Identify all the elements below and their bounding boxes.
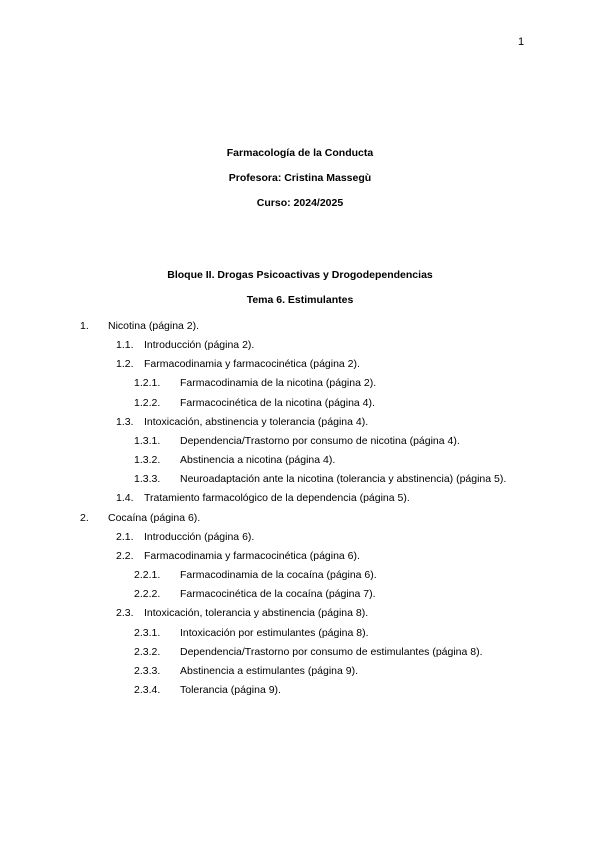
toc-number: 2.3.3. [134, 664, 161, 677]
toc-text: Farmacocinética de la nicotina (página 4). [180, 396, 375, 409]
toc-text: Farmacodinamia y farmacocinética (página 6). [144, 549, 360, 562]
toc-text: Neuroadaptación ante la nicotina (tolerancia y abstinencia) (página 5). [180, 473, 507, 486]
toc-number: 1.3. [116, 415, 134, 428]
toc-number: 1.3.3. [134, 473, 161, 486]
toc-number: 1.2. [116, 358, 134, 371]
toc-number: 2.2.2. [134, 588, 161, 601]
professor: Profesora: Cristina Massegù [228, 172, 372, 184]
toc-text: Dependencia/Trastorno por consumo de estimulantes (página 8). [180, 645, 483, 658]
toc-text: Introducción (página 6). [144, 530, 255, 543]
toc-text: Intoxicación, tolerancia y abstinencia (página 8). [144, 607, 369, 620]
toc-number: 2.1. [116, 530, 134, 543]
toc-number: 2. [80, 511, 89, 524]
toc-text: Cocaína (página 6). [108, 511, 201, 524]
toc-number: 1.2.1. [134, 377, 161, 390]
toc-text: Farmacodinamia de la nicotina (página 2). [180, 377, 377, 390]
toc-text: Farmacocinética de la cocaína (página 7). [180, 588, 376, 601]
toc-text: Nicotina (página 2). [108, 320, 200, 332]
page-number: 1 [518, 36, 525, 48]
course-year: Curso: 2024/2025 [256, 197, 344, 209]
toc-text: Farmacodinamia de la cocaína (página 6). [180, 569, 377, 582]
toc-text: Intoxicación, abstinencia y tolerancia (página 4). [144, 415, 369, 428]
course-title: Farmacología de la Conducta [226, 147, 374, 159]
toc-text: Tolerancia (página 9). [180, 684, 281, 697]
toc-number: 2.3. [116, 607, 134, 620]
toc-text: Introducción (página 2). [144, 339, 255, 352]
toc-text: Abstinencia a nicotina (página 4). [180, 454, 336, 467]
toc-number: 2.2. [116, 549, 134, 562]
toc-text: Farmacodinamia y farmacocinética (página 2). [144, 358, 360, 371]
toc-text: Tratamiento farmacológico de la dependencia (página 5). [144, 492, 410, 505]
toc-number: 1.1. [116, 339, 134, 352]
toc-number: 1.4. [116, 492, 134, 505]
topic-title: Tema 6. Estimulantes [246, 294, 354, 306]
toc-number: 2.3.1. [134, 626, 161, 639]
toc-text: Dependencia/Trastorno por consumo de nicotina (página 4). [180, 434, 460, 447]
toc-number: 1.3.1. [134, 434, 161, 447]
block-title: Bloque II. Drogas Psicoactivas y Drogodependencias [167, 269, 433, 281]
toc-text: Abstinencia a estimulantes (página 9). [180, 664, 359, 677]
toc-number: 1.3.2. [134, 454, 161, 467]
toc-number: 1. [80, 320, 89, 332]
toc-number: 2.3.4. [134, 684, 161, 697]
toc-number: 2.3.2. [134, 645, 161, 658]
toc-number: 1.2.2. [134, 396, 161, 409]
toc-text: Intoxicación por estimulantes (página 8). [180, 626, 369, 639]
toc-number: 2.2.1. [134, 569, 161, 582]
